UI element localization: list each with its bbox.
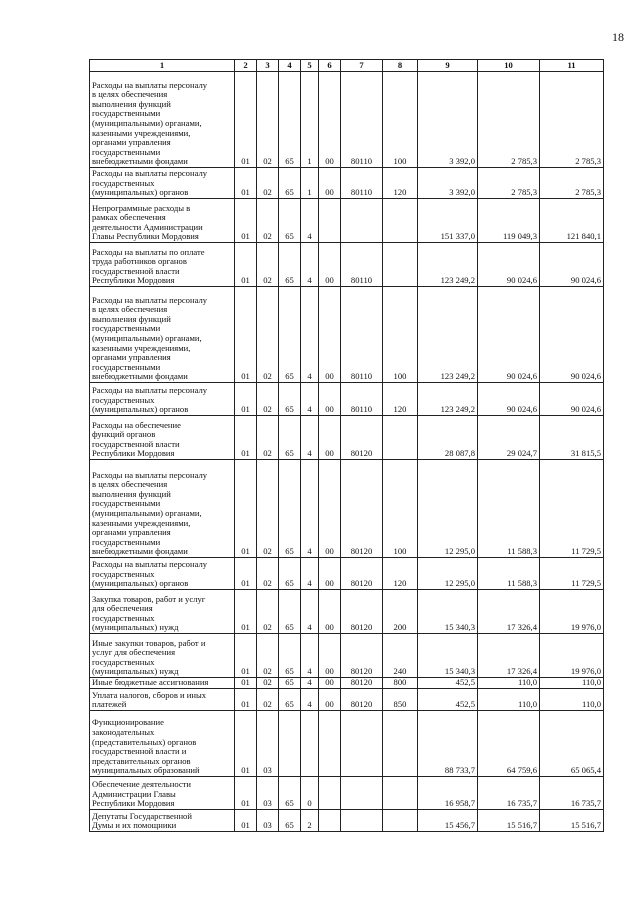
row-name-line: функций органов [92, 429, 156, 440]
code-cell: 00 [319, 287, 341, 383]
amount-cell: 123 249,2 [418, 243, 478, 287]
amount-cell: 15 516,7 [478, 810, 540, 832]
row-name-line: Непрограммные расходы в [92, 202, 191, 213]
row-name-cell [90, 558, 235, 590]
code-cell: 01 [235, 777, 257, 810]
row-name-line: государственных [92, 394, 155, 405]
row-name-line: (муниципальных) органов [92, 404, 189, 415]
code-cell: 65 [279, 590, 301, 634]
row-name-line: Расходы на выплаты персоналу [92, 168, 208, 179]
code-cell: 4 [301, 558, 319, 590]
code-cell: 00 [319, 72, 341, 168]
budget-table [89, 59, 604, 832]
header-cell: 6 [319, 60, 341, 72]
row-name-line: государственными [92, 498, 161, 509]
code-cell: 01 [235, 590, 257, 634]
table-body [90, 72, 604, 832]
code-cell [383, 777, 418, 810]
row-name-cell [90, 383, 235, 416]
code-cell [383, 711, 418, 777]
row-name-line: Расходы на выплаты персоналу [92, 294, 208, 305]
code-cell [341, 199, 383, 243]
header-cell: 2 [235, 60, 257, 72]
code-cell: 850 [383, 689, 418, 711]
code-cell: 80110 [341, 287, 383, 383]
table-row [90, 777, 604, 810]
amount-cell: 90 024,6 [478, 287, 540, 383]
amount-cell: 15 456,7 [418, 810, 478, 832]
row-name-line: (муниципальных) органов [92, 578, 189, 589]
row-name-line: Расходы на обеспечение [92, 419, 181, 430]
row-name-line: Обеспечение деятельности [92, 779, 192, 790]
table-row [90, 383, 604, 416]
amount-cell: 110,0 [540, 678, 604, 689]
code-cell: 01 [235, 558, 257, 590]
code-cell [383, 416, 418, 460]
header-cell: 11 [540, 60, 604, 72]
code-cell: 02 [257, 287, 279, 383]
amount-cell: 90 024,6 [540, 243, 604, 287]
code-cell: 4 [301, 383, 319, 416]
amount-cell: 28 087,8 [418, 416, 478, 460]
row-name-line: Закупка товаров, работ и услуг [92, 593, 206, 604]
code-cell: 02 [257, 634, 279, 678]
code-cell: 80120 [341, 416, 383, 460]
amount-cell: 16 958,7 [418, 777, 478, 810]
table-row [90, 199, 604, 243]
table-header-row [90, 60, 604, 72]
code-cell: 80120 [341, 590, 383, 634]
code-cell: 01 [235, 634, 257, 678]
row-name-line: Администрации Главы [92, 788, 176, 799]
row-name-line: Уплата налогов, сборов и иных [92, 689, 207, 700]
row-name-line: внебюджетными фондами [92, 156, 188, 167]
table-row [90, 558, 604, 590]
amount-cell: 15 340,3 [418, 634, 478, 678]
row-name-line: (муниципальных) нужд [92, 622, 179, 633]
row-name-line: Функционирование [92, 717, 164, 728]
row-name-line: Республики Мордовия [92, 448, 175, 459]
amount-cell: 123 249,2 [418, 383, 478, 416]
code-cell: 65 [279, 460, 301, 558]
table-row [90, 416, 604, 460]
amount-cell: 90 024,6 [478, 243, 540, 287]
code-cell: 02 [257, 383, 279, 416]
code-cell: 01 [235, 199, 257, 243]
header-cell: 4 [279, 60, 301, 72]
table-row [90, 678, 604, 689]
header-cell: 3 [257, 60, 279, 72]
amount-cell: 16 735,7 [478, 777, 540, 810]
row-name-cell [90, 678, 235, 689]
header-cell: 5 [301, 60, 319, 72]
row-name-line: органами управления [92, 352, 171, 363]
code-cell: 65 [279, 383, 301, 416]
row-name-line: представительных органов [92, 755, 191, 766]
amount-cell: 452,5 [418, 689, 478, 711]
row-name-line: Думы и их помощники [92, 820, 177, 831]
code-cell: 02 [257, 689, 279, 711]
code-cell: 65 [279, 810, 301, 832]
amount-cell: 16 735,7 [540, 777, 604, 810]
row-name-line: в целях обеспечения [92, 304, 168, 315]
code-cell: 01 [235, 711, 257, 777]
code-cell: 65 [279, 634, 301, 678]
amount-cell: 90 024,6 [478, 383, 540, 416]
code-cell [301, 711, 319, 777]
code-cell: 00 [319, 416, 341, 460]
code-cell: 80110 [341, 383, 383, 416]
amount-cell: 11 729,5 [540, 558, 604, 590]
code-cell: 65 [279, 678, 301, 689]
code-cell: 00 [319, 383, 341, 416]
row-name-line: (представительных) органов [92, 736, 197, 747]
code-cell: 100 [383, 287, 418, 383]
row-name-line: законодательных [92, 727, 155, 738]
row-name-line: Расходы на выплаты персоналу [92, 469, 208, 480]
table-row [90, 590, 604, 634]
code-cell: 01 [235, 72, 257, 168]
amount-cell: 2 785,3 [478, 168, 540, 199]
amount-cell: 19 976,0 [540, 590, 604, 634]
amount-cell: 17 326,4 [478, 590, 540, 634]
row-name-line: (муниципальных) нужд [92, 666, 179, 677]
row-name-line: (муниципальных) органов [92, 187, 189, 198]
row-name-line: Иные бюджетные ассигнования [92, 677, 209, 688]
code-cell [341, 810, 383, 832]
code-cell: 65 [279, 689, 301, 711]
row-name-line: казенными учреждениями, [92, 342, 191, 353]
code-cell: 2 [301, 810, 319, 832]
code-cell: 80110 [341, 168, 383, 199]
header-cell: 10 [478, 60, 540, 72]
code-cell: 65 [279, 243, 301, 287]
code-cell [319, 199, 341, 243]
code-cell: 00 [319, 689, 341, 711]
code-cell: 02 [257, 72, 279, 168]
row-name-line: услуг для обеспечения [92, 647, 176, 658]
amount-cell: 29 024,7 [478, 416, 540, 460]
table-row [90, 634, 604, 678]
code-cell: 4 [301, 590, 319, 634]
amount-cell: 2 785,3 [540, 72, 604, 168]
code-cell: 65 [279, 416, 301, 460]
row-name-line: деятельности Администрации [92, 221, 203, 232]
code-cell [341, 711, 383, 777]
row-name-line: в целях обеспечения [92, 479, 168, 490]
code-cell: 00 [319, 678, 341, 689]
row-name-line: для обеспечения [92, 603, 153, 614]
row-name-cell [90, 416, 235, 460]
row-name-cell [90, 168, 235, 199]
code-cell: 120 [383, 168, 418, 199]
code-cell: 0 [301, 777, 319, 810]
row-name-line: внебюджетными фондами [92, 371, 188, 382]
code-cell: 4 [301, 678, 319, 689]
page-number: 18 [612, 30, 624, 44]
row-name-cell [90, 634, 235, 678]
code-cell: 02 [257, 243, 279, 287]
code-cell: 240 [383, 634, 418, 678]
row-name-line: Главы Республики Мордовия [92, 231, 199, 242]
code-cell: 01 [235, 168, 257, 199]
row-name-line: Расходы на выплаты персоналу [92, 385, 208, 396]
code-cell: 03 [257, 777, 279, 810]
row-name-line: государственных [92, 612, 155, 623]
table-row [90, 711, 604, 777]
row-name-line: государственными [92, 108, 161, 119]
row-name-cell [90, 711, 235, 777]
code-cell: 00 [319, 590, 341, 634]
amount-cell: 110,0 [478, 689, 540, 711]
row-name-line: государственных [92, 568, 155, 579]
code-cell: 1 [301, 72, 319, 168]
row-name-cell [90, 590, 235, 634]
code-cell: 02 [257, 678, 279, 689]
row-name-line: рамках обеспечения [92, 212, 166, 223]
amount-cell: 119 049,3 [478, 199, 540, 243]
row-name-cell [90, 72, 235, 168]
code-cell: 65 [279, 777, 301, 810]
row-name-cell [90, 689, 235, 711]
code-cell [319, 810, 341, 832]
code-cell: 4 [301, 243, 319, 287]
code-cell: 01 [235, 460, 257, 558]
code-cell: 00 [319, 558, 341, 590]
code-cell: 03 [257, 810, 279, 832]
code-cell: 65 [279, 558, 301, 590]
amount-cell: 15 516,7 [540, 810, 604, 832]
header-cell: 7 [341, 60, 383, 72]
amount-cell: 110,0 [540, 689, 604, 711]
row-name-line: (муниципальными) органами, [92, 118, 202, 129]
row-name-line: Расходы на выплаты по оплате [92, 246, 205, 257]
code-cell [383, 810, 418, 832]
code-cell: 80120 [341, 634, 383, 678]
code-cell: 00 [319, 460, 341, 558]
row-name-line: государственных [92, 656, 155, 667]
code-cell: 100 [383, 72, 418, 168]
row-name-cell [90, 460, 235, 558]
row-name-line: органами управления [92, 527, 171, 538]
code-cell: 4 [301, 689, 319, 711]
code-cell: 02 [257, 416, 279, 460]
amount-cell: 11 588,3 [478, 558, 540, 590]
row-name-line: в целях обеспечения [92, 89, 168, 100]
table-row [90, 460, 604, 558]
row-name-line: государственными [92, 323, 161, 334]
code-cell: 00 [319, 243, 341, 287]
row-name-line: внебюджетными фондами [92, 546, 188, 557]
row-name-line: Расходы на выплаты персоналу [92, 79, 208, 90]
row-name-line: государственными [92, 146, 161, 157]
row-name-line: (муниципальными) органами, [92, 508, 202, 519]
row-name-line: государственными [92, 536, 161, 547]
amount-cell: 2 785,3 [478, 72, 540, 168]
header-cell: 1 [90, 60, 235, 72]
row-name-line: выполнения функций [92, 488, 171, 499]
amount-cell: 88 733,7 [418, 711, 478, 777]
row-name-cell [90, 777, 235, 810]
row-name-line: муниципальных образований [92, 765, 200, 776]
code-cell: 01 [235, 383, 257, 416]
code-cell: 65 [279, 287, 301, 383]
amount-cell: 15 340,3 [418, 590, 478, 634]
code-cell: 00 [319, 634, 341, 678]
code-cell: 01 [235, 678, 257, 689]
code-cell: 200 [383, 590, 418, 634]
code-cell: 02 [257, 460, 279, 558]
code-cell: 80120 [341, 678, 383, 689]
amount-cell: 110,0 [478, 678, 540, 689]
row-name-line: государственной власти и [92, 746, 187, 757]
code-cell: 01 [235, 689, 257, 711]
code-cell: 1 [301, 168, 319, 199]
row-name-line: платежей [92, 699, 127, 710]
table-row [90, 72, 604, 168]
code-cell [383, 199, 418, 243]
table-row [90, 287, 604, 383]
amount-cell: 31 815,5 [540, 416, 604, 460]
amount-cell: 123 249,2 [418, 287, 478, 383]
code-cell: 4 [301, 416, 319, 460]
code-cell [383, 243, 418, 287]
row-name-line: государственной власти [92, 438, 180, 449]
amount-cell: 12 295,0 [418, 558, 478, 590]
code-cell: 80120 [341, 689, 383, 711]
amount-cell: 452,5 [418, 678, 478, 689]
row-name-line: Иные закупки товаров, работ и [92, 637, 206, 648]
row-name-line: труда работников органов [92, 256, 187, 267]
code-cell [319, 711, 341, 777]
code-cell: 65 [279, 168, 301, 199]
code-cell: 120 [383, 383, 418, 416]
amount-cell: 65 065,4 [540, 711, 604, 777]
code-cell: 02 [257, 590, 279, 634]
row-name-cell [90, 810, 235, 832]
code-cell: 02 [257, 558, 279, 590]
row-name-line: Депутаты Государственной [92, 810, 192, 821]
row-name-line: государственных [92, 177, 155, 188]
code-cell [279, 711, 301, 777]
code-cell: 01 [235, 810, 257, 832]
row-name-line: органами управления [92, 137, 171, 148]
row-name-line: (муниципальными) органами, [92, 333, 202, 344]
code-cell: 01 [235, 287, 257, 383]
code-cell [341, 777, 383, 810]
row-name-line: выполнения функций [92, 313, 171, 324]
table-row [90, 243, 604, 287]
row-name-line: государственной власти [92, 265, 180, 276]
code-cell: 120 [383, 558, 418, 590]
code-cell: 80110 [341, 72, 383, 168]
amount-cell: 19 976,0 [540, 634, 604, 678]
code-cell: 02 [257, 168, 279, 199]
code-cell [319, 777, 341, 810]
code-cell: 80120 [341, 558, 383, 590]
amount-cell: 90 024,6 [540, 287, 604, 383]
code-cell: 01 [235, 416, 257, 460]
amount-cell: 12 295,0 [418, 460, 478, 558]
code-cell: 80110 [341, 243, 383, 287]
code-cell: 4 [301, 634, 319, 678]
amount-cell: 90 024,6 [540, 383, 604, 416]
amount-cell: 3 392,0 [418, 168, 478, 199]
row-name-line: Расходы на выплаты персоналу [92, 559, 208, 570]
amount-cell: 151 337,0 [418, 199, 478, 243]
code-cell: 4 [301, 460, 319, 558]
row-name-line: выполнения функций [92, 98, 171, 109]
code-cell: 00 [319, 168, 341, 199]
amount-cell: 11 588,3 [478, 460, 540, 558]
code-cell: 65 [279, 199, 301, 243]
table-row [90, 689, 604, 711]
header-cell: 8 [383, 60, 418, 72]
amount-cell: 17 326,4 [478, 634, 540, 678]
amount-cell: 121 840,1 [540, 199, 604, 243]
code-cell: 100 [383, 460, 418, 558]
row-name-line: государственными [92, 361, 161, 372]
code-cell: 4 [301, 287, 319, 383]
code-cell: 4 [301, 199, 319, 243]
row-name-line: казенными учреждениями, [92, 517, 191, 528]
code-cell: 800 [383, 678, 418, 689]
amount-cell: 3 392,0 [418, 72, 478, 168]
table-row [90, 810, 604, 832]
row-name-line: Республики Мордовия [92, 798, 175, 809]
amount-cell: 64 759,6 [478, 711, 540, 777]
code-cell: 03 [257, 711, 279, 777]
header-cell: 9 [418, 60, 478, 72]
amount-cell: 2 785,3 [540, 168, 604, 199]
row-name-cell [90, 287, 235, 383]
row-name-cell [90, 243, 235, 287]
code-cell: 02 [257, 199, 279, 243]
amount-cell: 11 729,5 [540, 460, 604, 558]
row-name-line: казенными учреждениями, [92, 127, 191, 138]
table-row [90, 168, 604, 199]
code-cell: 01 [235, 243, 257, 287]
row-name-line: Республики Мордовия [92, 275, 175, 286]
code-cell: 80120 [341, 460, 383, 558]
code-cell: 65 [279, 72, 301, 168]
row-name-cell [90, 199, 235, 243]
